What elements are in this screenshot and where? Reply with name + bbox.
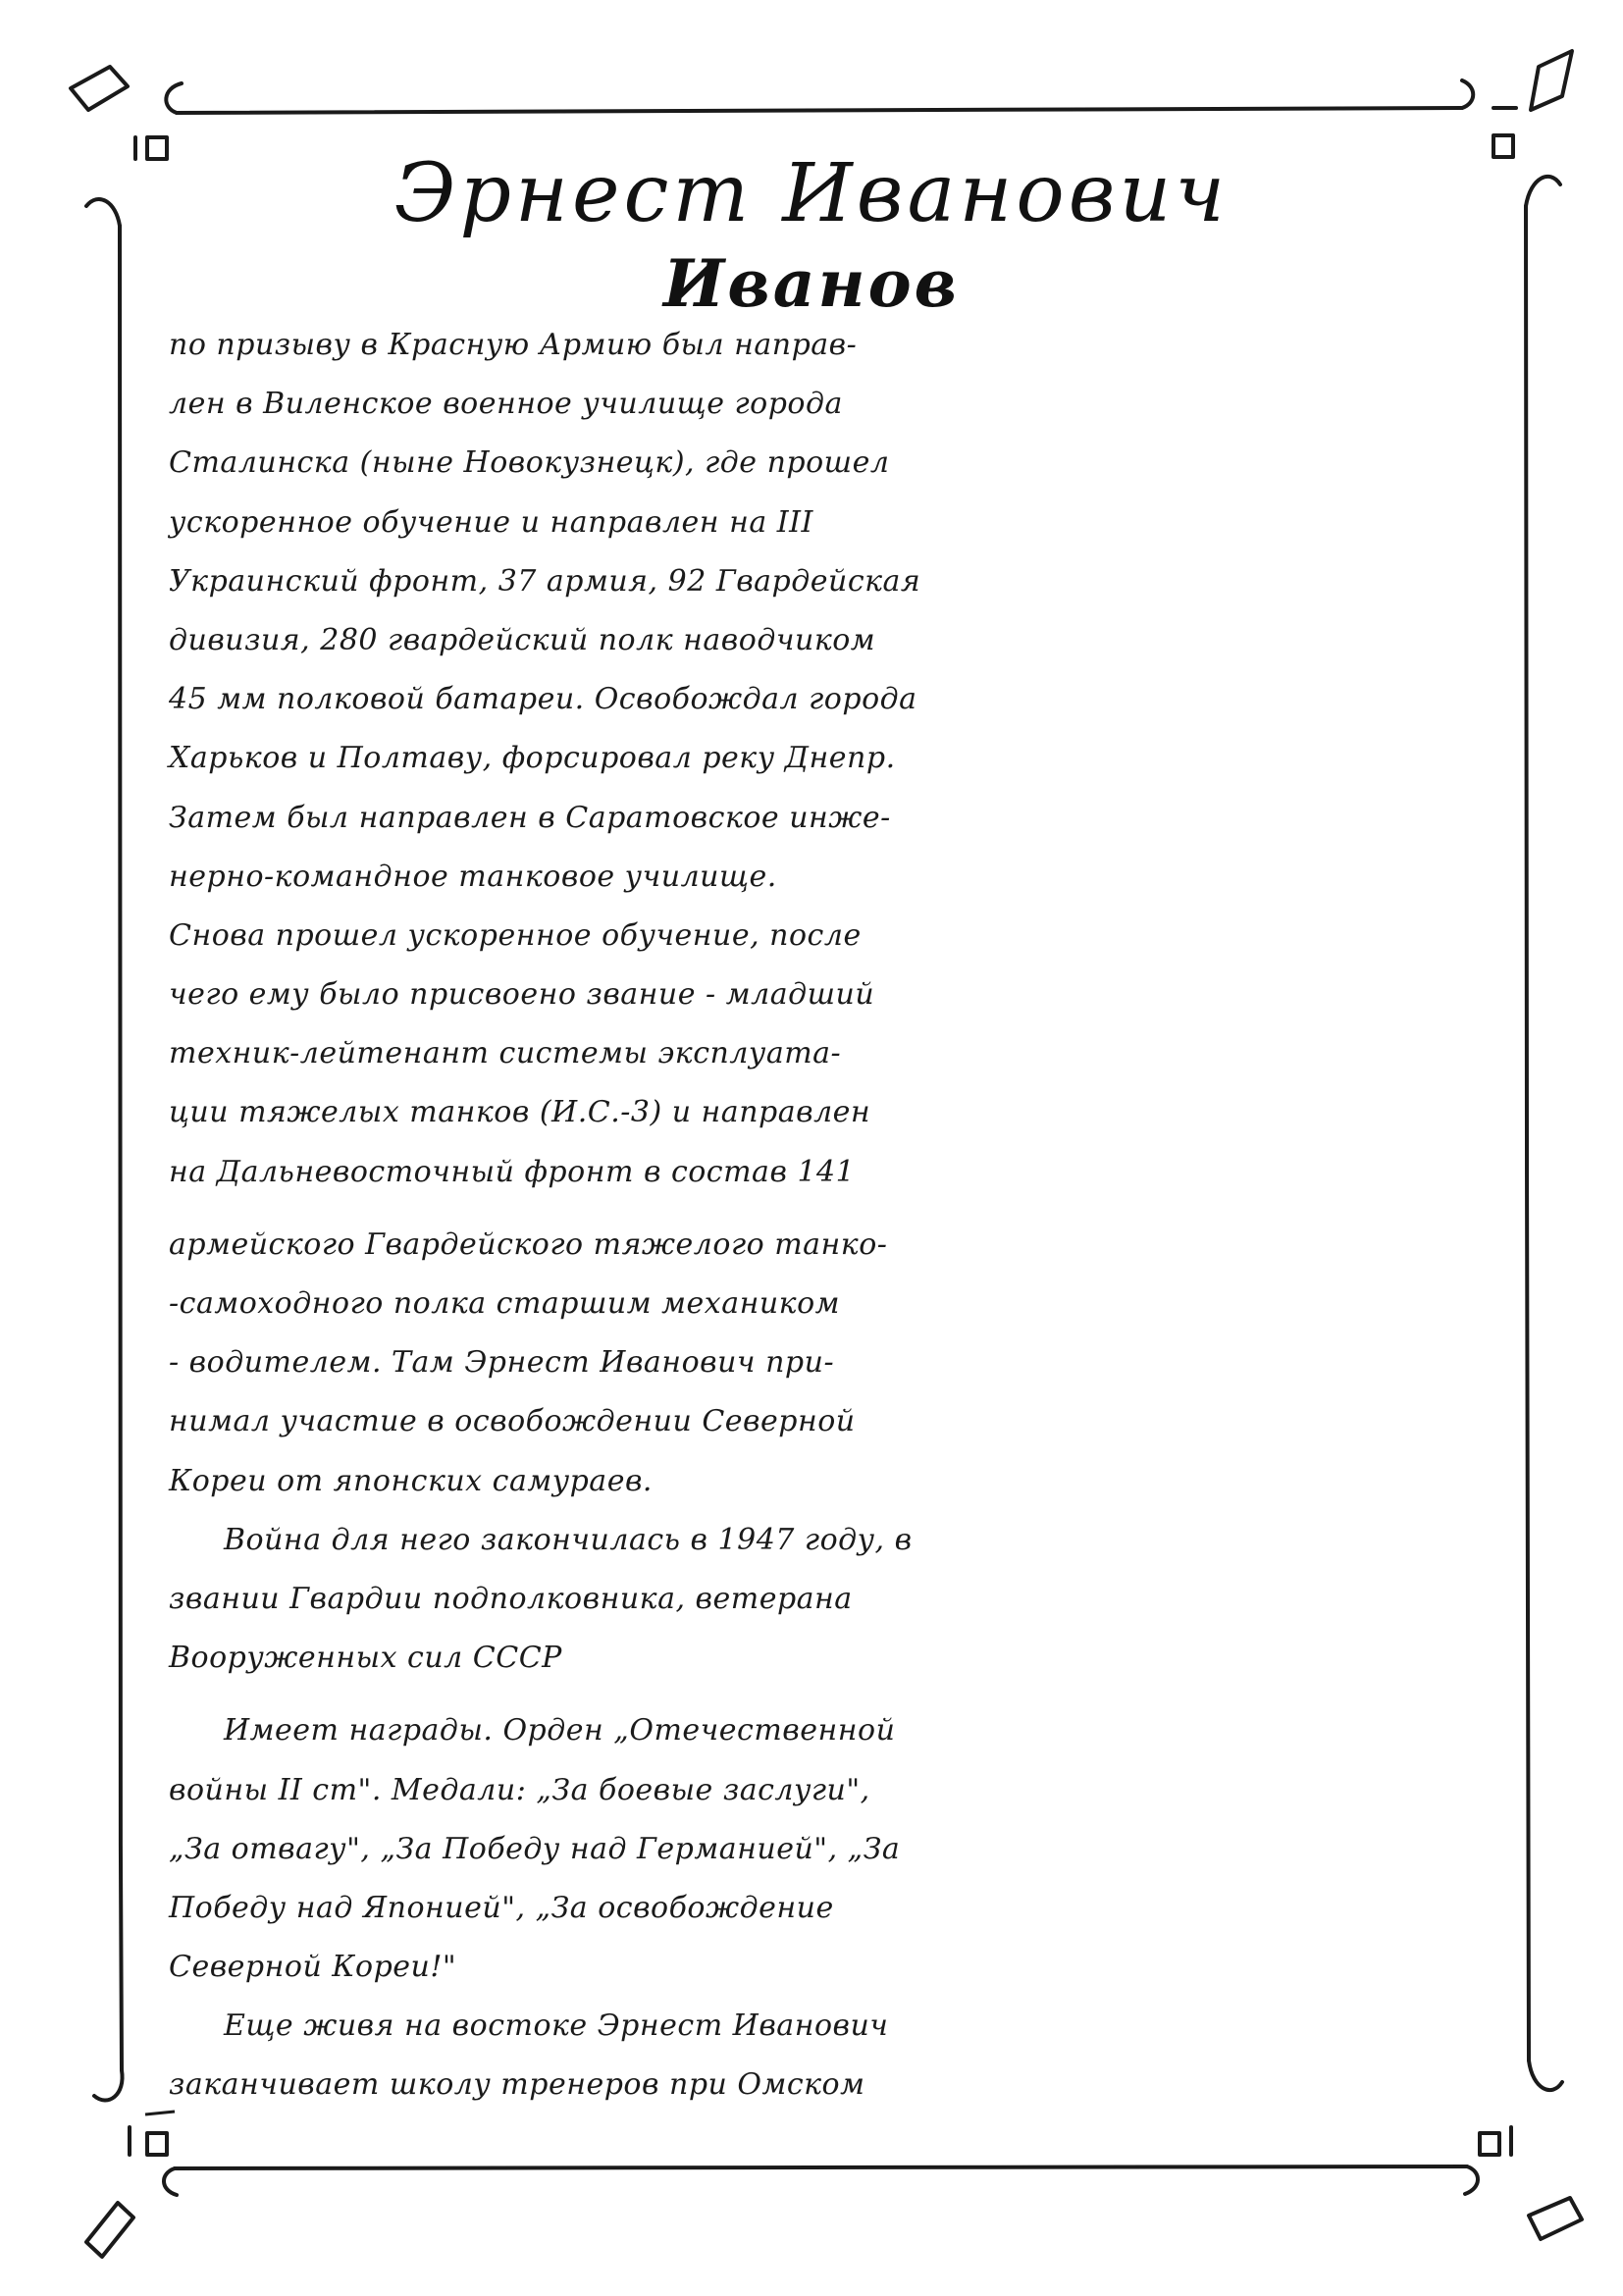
text-line: техник-лейтенант системы эксплуата- [169,1036,842,1071]
corner-square-bottom-right-icon [1480,2133,1499,2155]
text-line: войны II ст". Медали: „За боевые заслуги", [169,1772,870,1807]
bottom-right-curl-icon [1465,2166,1478,2194]
bottom-left-curl-icon [164,2168,177,2195]
text-line: 45 мм полковой батареи. Освобождал города [169,682,917,717]
text-line: заканчивает школу тренеров при Омском [169,2067,865,2103]
text-line: Северной Кореи!" [169,1950,457,1985]
text-line: Война для него закончилась в 1947 году, в [224,1522,913,1557]
text-line: на Дальневосточный фронт в состав 141 [169,1154,856,1189]
bottom-border-line [175,2166,1467,2168]
text-line: Имеет награды. Орден „Отечественной [224,1713,896,1748]
text-line: Еще живя на востоке Эрнест Иванович [224,2009,889,2044]
text-line: дивизия, 280 гвардейский полк наводчиком [169,622,876,657]
text-line: „За отвагу", „За Победу над Германией", „За [169,1831,901,1866]
text-line: Затем был направлен в Саратовское инже- [169,800,891,835]
handwritten-biography-text [169,316,1523,2115]
corner-diamond-bottom-left-icon [86,2203,133,2257]
top-left-curl-icon [166,83,182,113]
text-line: нерно-командное танковое училище. [169,859,777,894]
text-line: нимал участие в освобождении Северной [169,1404,856,1439]
text-line: - водителем. Там Эрнест Иванович при- [169,1345,835,1381]
text-line: по призыву в Красную Армию был направ- [169,328,858,362]
text-line: -самоходного полка старшим механиком [169,1286,841,1321]
top-border-line [177,108,1462,113]
text-line: чего ему было присвоено звание - младший [169,977,875,1013]
text-line: Харьков и Полтаву, форсировал реку Днепр. [169,741,896,776]
page-title: Эрнест Иванович [393,147,1230,240]
corner-diamond-top-right-icon [1531,51,1572,110]
right-bottom-curl-icon [1529,2061,1562,2090]
text-line: лен в Виленское военное училище города [169,387,843,422]
corner-square-bottom-left-icon [147,2133,167,2155]
text-line: Кореи от японских самураев. [169,1463,653,1498]
right-border-line [1526,206,1529,2061]
text-line: Украинский фронт, 37 армия, 92 Гвардейская [169,563,921,599]
page-subtitle-surname: Иванов [663,245,960,322]
text-line: ции тяжелых танков (И.С.-3) и направлен [169,1095,871,1130]
top-right-curl-icon [1462,80,1473,108]
text-line: Вооруженных сил СССР [169,1641,562,1676]
text-line: звании Гвардии подполковника, ветерана [169,1581,853,1616]
corner-diamond-top-left-icon [71,67,128,110]
left-bottom-curl-icon [94,2070,123,2101]
text-line: Сталинска (ныне Новокузнецк), где прошел [169,445,890,481]
left-border-line [120,226,122,2070]
text-line: Победу над Японией", „За освобождение [169,1890,834,1925]
text-line: ускоренное обучение и направлен на III [169,504,813,540]
text-line: Снова прошел ускоренное обучение, после [169,917,862,953]
text-line: армейского Гвардейского тяжелого танко- [169,1226,888,1262]
corner-diamond-bottom-right-icon [1529,2198,1582,2239]
